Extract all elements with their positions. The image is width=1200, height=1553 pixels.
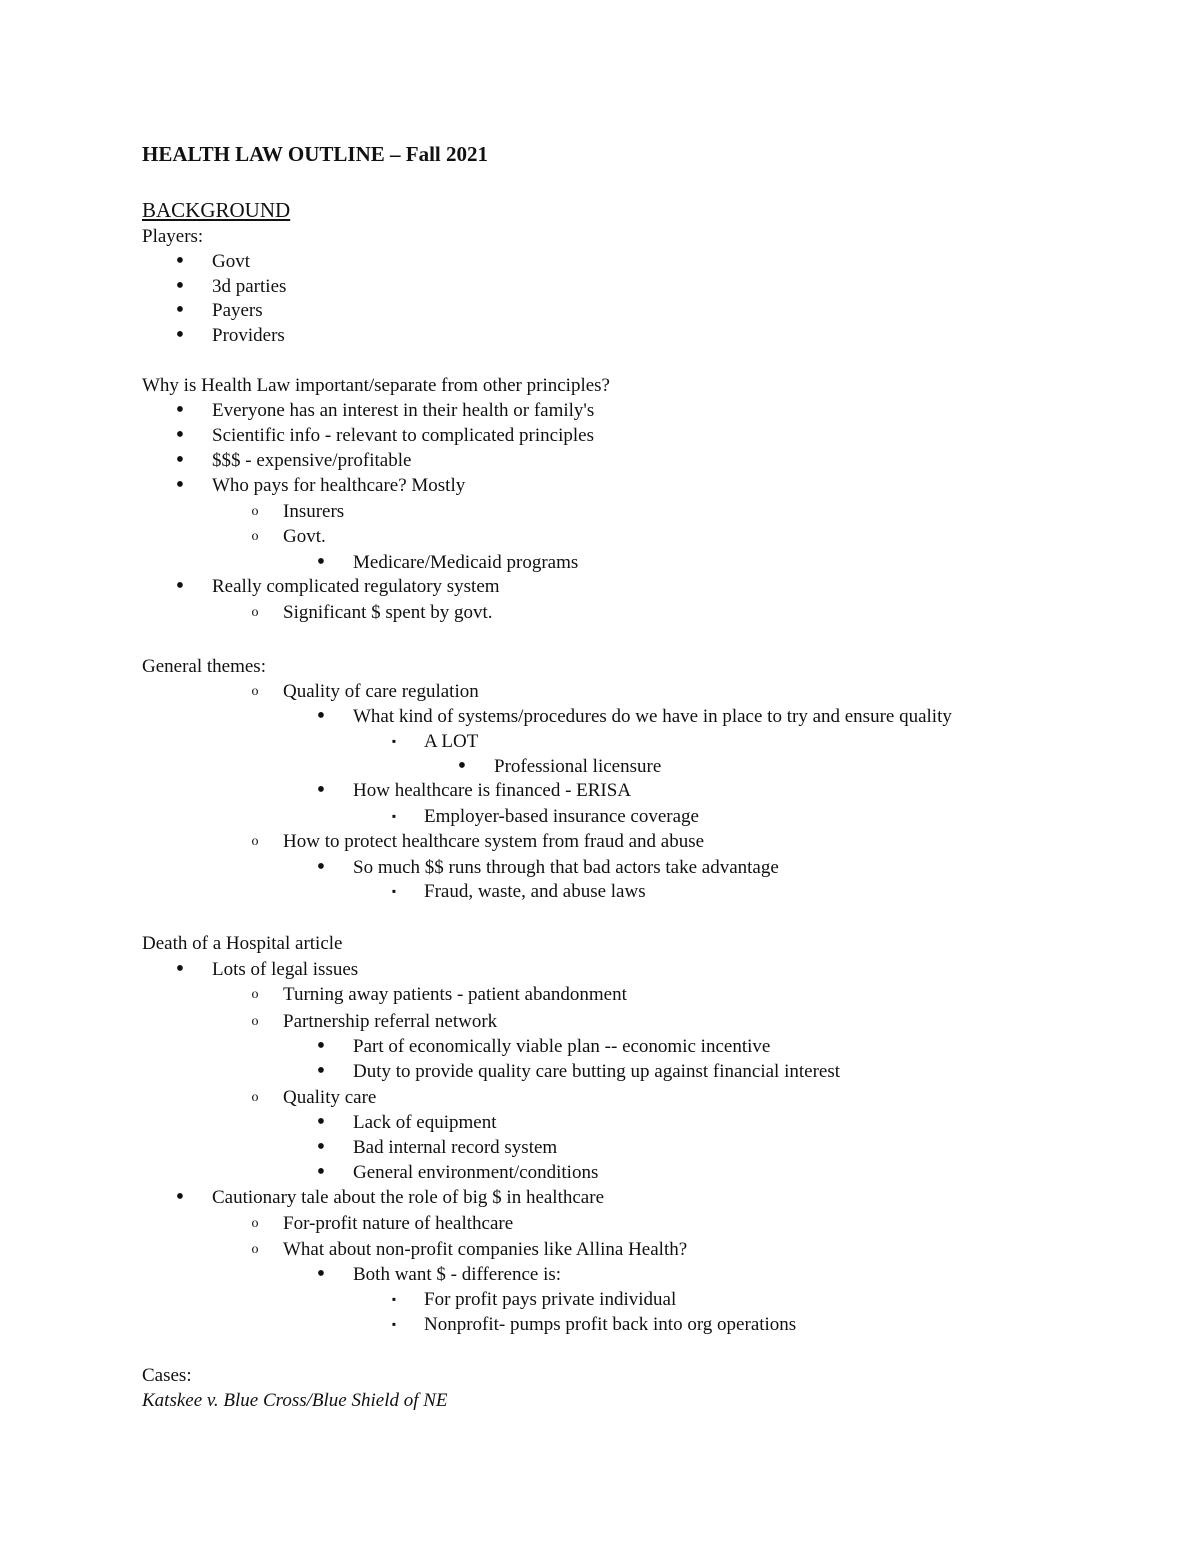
bullet-icon (384, 730, 404, 755)
bullet-icon (245, 830, 265, 856)
list-item: Both want $ - difference is: (353, 1264, 562, 1285)
list-item: How healthcare is financed - ERISA (353, 780, 632, 801)
bullet-icon (384, 1288, 404, 1313)
bullet-icon (170, 958, 190, 983)
list-item: Who pays for healthcare? Mostly (212, 475, 466, 496)
list-item: Govt. (283, 526, 326, 547)
list-item: Part of economically viable plan -- economic incentive (353, 1036, 771, 1057)
bullet-icon (245, 1238, 265, 1264)
bullet-icon (245, 1010, 265, 1036)
list-item: Scientific info - relevant to complicated principles (212, 425, 594, 446)
bullet-icon (311, 551, 331, 576)
list-item: Duty to provide quality care butting up against financial interest (353, 1061, 841, 1082)
list-item: Quality of care regulation (283, 681, 479, 702)
bullet-icon (245, 500, 265, 526)
bullet-icon (245, 1086, 265, 1112)
bullet-icon (170, 449, 190, 474)
bullet-icon (170, 424, 190, 449)
bullet-icon (311, 1136, 331, 1161)
bullet-icon (245, 601, 265, 627)
list-item: General environment/conditions (353, 1162, 599, 1183)
list-item: Significant $ spent by govt. (283, 602, 493, 623)
bullet-icon (245, 680, 265, 706)
bullet-icon (384, 1313, 404, 1338)
heading-line: Katskee v. Blue Cross/Blue Shield of NE (142, 1390, 448, 1411)
bullet-icon (311, 1111, 331, 1136)
bullet-icon (311, 1060, 331, 1085)
document-title: HEALTH LAW OUTLINE – Fall 2021 (142, 142, 488, 166)
bullet-icon (452, 755, 472, 780)
bullet-icon (311, 856, 331, 881)
heading-line: Why is Health Law important/separate from other principles? (142, 375, 610, 396)
list-item: So much $$ runs through that bad actors take advantage (353, 857, 779, 878)
bullet-icon (245, 525, 265, 551)
list-item: What kind of systems/procedures do we have in place to try and ensure quality (353, 706, 952, 727)
list-item: Providers (212, 325, 285, 346)
list-item: How to protect healthcare system from fraud and abuse (283, 831, 705, 852)
list-item: Cautionary tale about the role of big $ in healthcare (212, 1187, 604, 1208)
bullet-icon (311, 705, 331, 730)
heading-line: General themes: (142, 656, 266, 677)
list-item: Lots of legal issues (212, 959, 359, 980)
bullet-icon (311, 1263, 331, 1288)
heading-line: Death of a Hospital article (142, 933, 343, 954)
list-item: Quality care (283, 1087, 377, 1108)
list-item: Lack of equipment (353, 1112, 497, 1133)
list-item: Nonprofit- pumps profit back into org operations (424, 1314, 797, 1335)
list-item: Partnership referral network (283, 1011, 498, 1032)
list-item: A LOT (424, 731, 479, 752)
list-item: For-profit nature of healthcare (283, 1213, 514, 1234)
list-item: Turning away patients - patient abandonment (283, 984, 627, 1005)
list-item: Professional licensure (494, 756, 662, 777)
bullet-icon (170, 474, 190, 499)
list-item: Really complicated regulatory system (212, 576, 500, 597)
bullet-icon (384, 805, 404, 830)
bullet-icon (170, 250, 190, 275)
list-item: Govt (212, 251, 250, 272)
list-item: Insurers (283, 501, 345, 522)
heading-line: Players: (142, 226, 204, 247)
bullet-icon (311, 1035, 331, 1060)
bullet-icon (170, 299, 190, 324)
list-item: Everyone has an interest in their health or family's (212, 400, 595, 421)
list-item: Bad internal record system (353, 1137, 558, 1158)
bullet-icon (311, 1161, 331, 1186)
bullet-icon (384, 880, 404, 905)
list-item: $$$ - expensive/profitable (212, 450, 412, 471)
list-item: Fraud, waste, and abuse laws (424, 881, 646, 902)
bullet-icon (170, 1186, 190, 1211)
bullet-icon (245, 1212, 265, 1238)
heading-line: Cases: (142, 1365, 192, 1386)
bullet-icon (170, 575, 190, 600)
bullet-icon (245, 983, 265, 1009)
bullet-icon (311, 779, 331, 804)
list-item: 3d parties (212, 276, 287, 297)
list-item: Employer-based insurance coverage (424, 806, 699, 827)
list-item: Medicare/Medicaid programs (353, 552, 579, 573)
list-item: Payers (212, 300, 263, 321)
heading-line: BACKGROUND (142, 198, 291, 222)
bullet-icon (170, 324, 190, 349)
list-item: What about non-profit companies like Allina Health? (283, 1239, 688, 1260)
bullet-icon (170, 399, 190, 424)
list-item: For profit pays private individual (424, 1289, 677, 1310)
